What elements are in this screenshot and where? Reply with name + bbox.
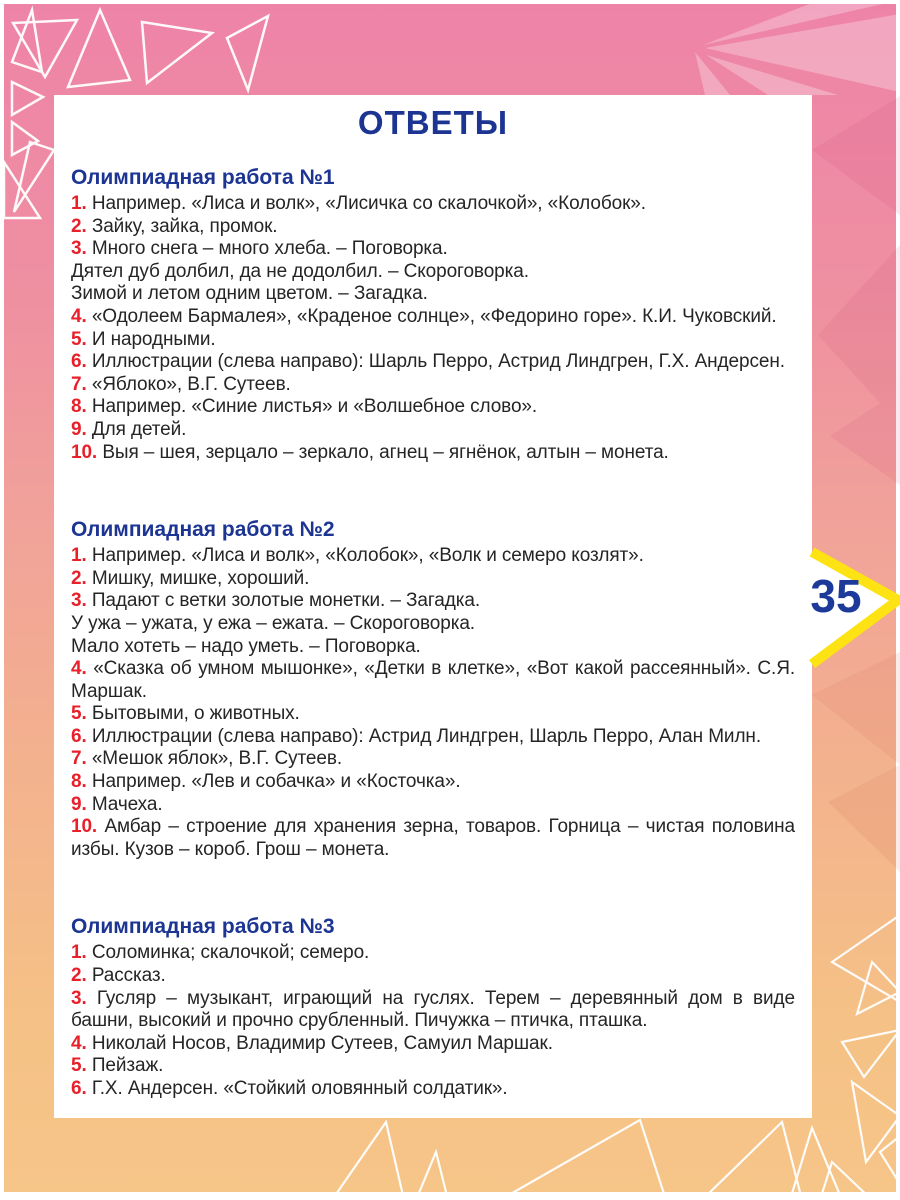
answer-item: Мало хотеть – надо уметь. – Поговорка. xyxy=(71,635,421,657)
answer-item: 5. Бытовыми, о животных. xyxy=(71,703,300,725)
answer-item: 8. Например. «Синие листья» и «Волшебное слово». xyxy=(71,396,538,418)
triangles-right-band-upper xyxy=(812,96,900,485)
answer-item: 8. Например. «Лев и собачка» и «Косточка». xyxy=(71,771,461,793)
answer-item: 6. Иллюстрации (слева направо): Астрид Линдгрен, Шарль Перро, Алан Милн. xyxy=(71,725,762,747)
answer-item: 1. Соломинка; скалочкой; семеро. xyxy=(71,942,370,964)
answers-card xyxy=(54,95,812,1118)
answer-item: 4. Николай Носов, Владимир Сутеев, Самуил Маршак. xyxy=(71,1032,553,1054)
page-title: ОТВЕТЫ xyxy=(357,104,509,141)
answer-item: 10. Амбар – строение для хранения зерна, товаров. Горница – чистая половина избы. Кузов – короб. Грош – монета. xyxy=(71,816,795,860)
answer-item-number: 8. xyxy=(71,396,87,418)
answer-item-number: 3. xyxy=(71,238,87,260)
answer-item: 6. Г.Х. Андерсен. «Стойкий оловянный солдатик». xyxy=(71,1078,508,1099)
triangle-fan-top-right xyxy=(695,0,900,95)
answer-item: 3. Много снега – много хлеба. – Поговорка. xyxy=(71,238,448,260)
answer-item-number: 3. xyxy=(71,590,87,612)
answer-item: 10. Выя – шея, зерцало – зеркало, агнец – ягнёнок, алтын – монета. xyxy=(71,441,669,463)
answer-item-number: 4. xyxy=(71,1032,87,1054)
answer-item-number: 9. xyxy=(71,793,87,815)
answer-item: 1. Например. «Лиса и волк», «Лисичка со скалочкой», «Колобок». xyxy=(71,193,646,214)
answer-item-number: 4. xyxy=(71,305,87,327)
answer-item-number: 1. xyxy=(71,545,87,567)
answer-section xyxy=(71,166,795,464)
answer-item-number: 1. xyxy=(71,942,87,964)
answer-item: 5. И народными. xyxy=(71,328,216,350)
answer-item: 4. «Сказка об умном мышонке», «Детки в клетке», «Вот какой рассеянный». С.Я. Маршак. xyxy=(71,658,795,702)
answer-item-number: 2. xyxy=(71,215,87,237)
answers-sections xyxy=(71,166,795,1101)
answer-item: У ужа – ужата, у ежа – ежата. – Скороговорка. xyxy=(71,612,475,634)
answer-item: 9. Для детей. xyxy=(71,418,187,440)
answer-item-number: 9. xyxy=(71,418,87,440)
answer-item-number: 7. xyxy=(71,373,87,395)
answer-item: 3. Гусляр – музыкант, играющий на гуслях. Терем – деревянный дом в виде башни, высокий и прочно срубленный. Пичужка – птичка, пташка. xyxy=(71,987,795,1032)
answer-item: 4. «Одолеем Бармалея», «Краденое солнце», «Федорино горе». К.И. Чуковский. xyxy=(71,305,777,327)
answer-item-number: 7. xyxy=(71,748,87,770)
section-heading: Олимпиадная работа №1 xyxy=(71,166,335,189)
answer-item: Дятел дуб долбил, да не додолбил. – Скороговорка. xyxy=(71,260,529,282)
answer-item: 7. «Яблоко», В.Г. Сутеев. xyxy=(71,373,291,395)
answer-item-number: 10. xyxy=(71,441,98,463)
answer-item: 1. Например. «Лиса и волк», «Колобок», «Волк и семеро козлят». xyxy=(71,545,644,567)
answer-item-number: 5. xyxy=(71,328,87,350)
answer-item-number: 8. xyxy=(71,771,87,793)
answer-item-number: 4. xyxy=(71,658,87,680)
answer-item: 2. Рассказ. xyxy=(71,965,166,987)
answer-item-number: 2. xyxy=(71,567,87,589)
answer-item-number: 6. xyxy=(71,1078,87,1099)
answer-item-number: 6. xyxy=(71,351,87,373)
answer-item-number: 5. xyxy=(71,1055,87,1077)
answer-section xyxy=(71,518,795,861)
answer-item: 7. «Мешок яблок», В.Г. Сутеев. xyxy=(71,748,343,770)
answer-item: 2. Зайку, зайка, промок. xyxy=(71,215,278,237)
answer-item: 3. Падают с ветки золотые монетки. – Загадка. xyxy=(71,590,481,612)
answer-item-number: 1. xyxy=(71,193,87,214)
answer-item: 5. Пейзаж. xyxy=(71,1055,164,1077)
answer-item-number: 10. xyxy=(71,816,98,838)
answer-item-number: 2. xyxy=(71,965,87,987)
answer-item: Зимой и летом одним цветом. – Загадка. xyxy=(71,283,428,305)
answer-item: 2. Мишку, мишке, хороший. xyxy=(71,567,310,589)
triangles-right-band-lower xyxy=(812,652,900,872)
answer-item: 6. Иллюстрации (слева направо): Шарль Перро, Астрид Линдгрен, Г.Х. Андерсен. xyxy=(71,351,785,373)
page-number: 35 xyxy=(810,570,862,622)
answer-section xyxy=(71,915,795,1100)
answer-item-number: 6. xyxy=(71,725,87,747)
answer-item: 9. Мачеха. xyxy=(71,793,163,815)
section-heading: Олимпиадная работа №2 xyxy=(71,518,335,542)
section-heading: Олимпиадная работа №3 xyxy=(71,915,335,939)
answer-item-number: 5. xyxy=(71,703,87,725)
answer-item-number: 3. xyxy=(71,987,87,1009)
